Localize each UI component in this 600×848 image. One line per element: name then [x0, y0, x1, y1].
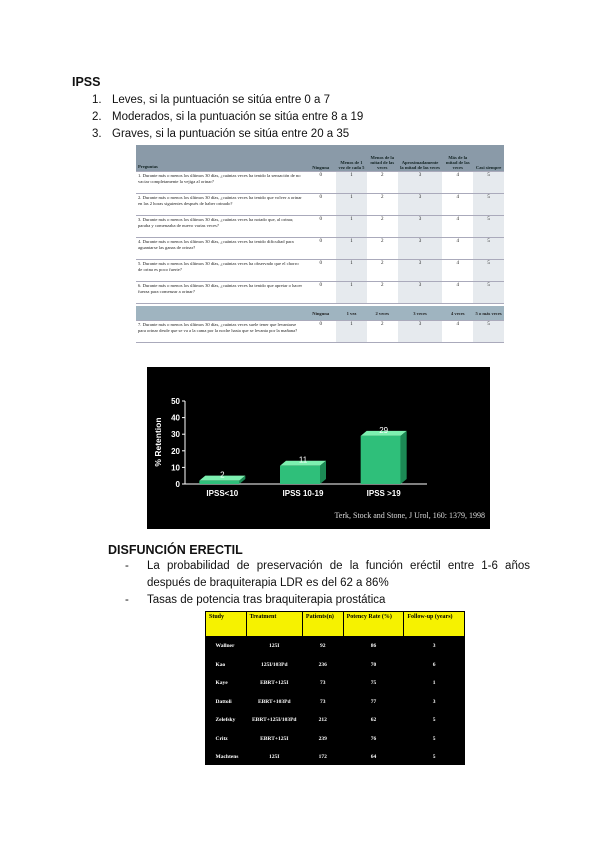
ipss-score: 1	[336, 216, 367, 238]
ipss-score: 2	[367, 321, 398, 343]
potency-header-cell: Treatment	[246, 612, 302, 637]
retention-chart	[147, 367, 490, 529]
ipss-level-text: Leves, si la puntuación se sitúa entre 0 a 7	[112, 94, 331, 106]
bar	[361, 436, 401, 484]
ipss-score: 4	[442, 216, 473, 238]
x-tick-label: IPSS 10-19	[282, 489, 324, 498]
de-bullets	[125, 558, 530, 609]
ipss-score: 4	[442, 282, 473, 304]
potency-cell: 5	[432, 717, 436, 724]
y-tick-label: 10	[171, 463, 180, 473]
ipss-score: 1	[336, 238, 367, 260]
ipss-score: 5	[473, 260, 504, 282]
bar-data-label: 2	[220, 470, 225, 480]
potency-cell: 75	[370, 680, 377, 687]
x-tick-label: IPSS<10	[206, 489, 239, 498]
ipss-header-cell: 2 veces	[367, 306, 398, 321]
ipss-row	[136, 238, 504, 260]
ipss-header-cell: Más de la mitad de las veces	[442, 145, 473, 172]
y-tick-label: 40	[171, 413, 180, 423]
x-tick-label: IPSS >19	[366, 489, 401, 498]
potency-row	[206, 674, 465, 693]
ipss-header-row-2	[136, 306, 504, 321]
bar	[199, 481, 239, 484]
potency-cell: 76	[370, 735, 377, 742]
y-tick-label: 50	[171, 397, 180, 406]
ipss-question: 2. Durante más o menos los últimos 30 días, ¿cuántas veces ha tenido que volver a orinar en las 2 horas siguientes después de haber orinado?	[136, 194, 305, 216]
ipss-header-blank	[136, 306, 305, 321]
ipss-level-number: 1.	[92, 94, 102, 106]
y-axis-label: % Retention	[153, 417, 163, 467]
ipss-score: 5	[473, 216, 504, 238]
ipss-score: 3	[398, 321, 443, 343]
ipss-question: 6. Durante más o menos los últimos 30 días, ¿cuántas veces ha tenido que apretar o hacer fuerza para comenzar a orinar?	[136, 282, 305, 304]
ipss-header-cell: 4 veces	[442, 306, 473, 321]
potency-cell: 239	[318, 735, 327, 742]
potency-cell: 5	[432, 754, 436, 761]
bullet-dash: -	[125, 560, 129, 572]
ipss-row	[136, 321, 504, 343]
ipss-level-item	[92, 126, 363, 143]
ipss-score: 2	[367, 260, 398, 282]
ipss-header-row	[136, 145, 504, 172]
y-tick-label: 30	[171, 430, 180, 440]
ipss-heading: IPSS	[72, 75, 101, 89]
potency-cell: Dattoli	[215, 698, 232, 705]
ipss-row	[136, 194, 504, 216]
ipss-score: 2	[367, 194, 398, 216]
ipss-header-cell: 3 veces	[398, 306, 443, 321]
de-bullet-text: La probabilidad de preservación de la función eréctil entre 1-6 años después de braquiterapia LDR es del 62 a 86%	[147, 560, 530, 589]
ipss-score: 5	[473, 172, 504, 194]
potency-cell: EBRT+125I/103Pd	[251, 717, 297, 724]
potency-header-row	[206, 612, 465, 637]
potency-cell: 1	[432, 680, 436, 687]
potency-row	[206, 730, 465, 749]
potency-cell: 125I	[269, 643, 280, 650]
ipss-score: 3	[398, 282, 443, 304]
potency-header-cell: Follow-up (years)	[404, 612, 465, 637]
potency-header-cell: Potency Rate (%)	[343, 612, 404, 637]
potency-row	[206, 637, 465, 656]
potency-cell: EBRT+125I	[260, 735, 289, 742]
ipss-score: 4	[442, 321, 473, 343]
potency-cell: 236	[318, 661, 327, 668]
ipss-header-cell: Casi siempre	[473, 145, 504, 172]
ipss-score: 4	[442, 172, 473, 194]
ipss-score: 2	[367, 216, 398, 238]
ipss-header-cell: Menos de 1 vez de cada 5	[336, 145, 367, 172]
potency-cell: Critz	[215, 735, 228, 742]
potency-cell: Wallner	[215, 643, 235, 650]
ipss-header-cell: Ninguna	[305, 145, 336, 172]
ipss-question: 1. Durante más o menos los últimos 30 días, ¿cuántas veces ha tenido la sensación de no vaciar completamente la vejiga al orinar?	[136, 172, 305, 194]
potency-cell: Kao	[215, 661, 226, 668]
ipss-table	[136, 145, 504, 343]
potency-cell: EBRT+103Pd	[257, 698, 291, 705]
ipss-row	[136, 216, 504, 238]
potency-cell: 73	[320, 680, 326, 687]
ipss-levels-list	[92, 92, 363, 143]
de-bullet-item	[125, 558, 530, 592]
potency-cell: 125I/103Pd	[260, 661, 288, 668]
potency-row	[206, 711, 465, 730]
potency-row	[206, 748, 465, 767]
ipss-score: 0	[305, 194, 336, 216]
potency-cell: 172	[318, 754, 327, 761]
ipss-score: 2	[367, 282, 398, 304]
ipss-score: 5	[473, 282, 504, 304]
potency-header-cell: Study	[206, 612, 247, 637]
ipss-score: 2	[367, 172, 398, 194]
potency-cell: 125I	[269, 754, 280, 761]
ipss-score: 4	[442, 194, 473, 216]
ipss-header-cell: Aproximadamente la mitad de las veces	[398, 145, 443, 172]
ipss-score: 0	[305, 282, 336, 304]
ipss-score: 3	[398, 238, 443, 260]
potency-cell: 73	[320, 698, 326, 705]
bar-side	[401, 431, 407, 484]
ipss-score: 2	[367, 238, 398, 260]
potency-cell: Machtens	[215, 754, 239, 761]
ipss-score: 0	[305, 321, 336, 343]
ipss-score: 3	[398, 172, 443, 194]
ipss-score: 0	[305, 238, 336, 260]
potency-row	[206, 656, 465, 675]
ipss-score: 1	[336, 282, 367, 304]
ipss-question: 7. Durante más o menos los últimos 30 días, ¿cuántas veces suele tener que levantarse para orinar desde que se va a la cama por la noche hasta que se levanta por la mañana?	[136, 321, 305, 343]
ipss-score: 0	[305, 216, 336, 238]
de-bullet-item	[125, 592, 530, 609]
chart-source: Terk, Stock and Stone, J Urol, 160: 1379, 1998	[334, 511, 485, 520]
ipss-score: 3	[398, 260, 443, 282]
ipss-level-item	[92, 92, 363, 109]
potency-cell: 77	[370, 698, 377, 705]
potency-cell: 3	[432, 698, 436, 705]
potency-table	[205, 611, 465, 767]
bar-data-label: 11	[298, 455, 308, 465]
ipss-score: 1	[336, 194, 367, 216]
potency-cell: Kaye	[215, 680, 228, 687]
ipss-score: 1	[336, 260, 367, 282]
ipss-header-cell: Ninguna	[305, 306, 336, 321]
potency-cell: Zelefsky	[215, 717, 236, 724]
potency-cell: 62	[370, 717, 377, 724]
bullet-dash: -	[125, 594, 129, 606]
ipss-row	[136, 282, 504, 304]
ipss-header-cell: 5 o más veces	[473, 306, 504, 321]
ipss-header-cell: Menos de la mitad de las veces	[367, 145, 398, 172]
ipss-score: 5	[473, 321, 504, 343]
ipss-score: 5	[473, 238, 504, 260]
potency-cell: 212	[318, 717, 327, 724]
ipss-score: 4	[442, 238, 473, 260]
potency-cell: 64	[370, 754, 377, 761]
potency-table-image	[205, 611, 465, 765]
ipss-score: 1	[336, 172, 367, 194]
ipss-header-cell: 1 vez	[336, 306, 367, 321]
ipss-question: 4. Durante más o menos los últimos 30 días, ¿cuántas veces ha tenido dificultad para aguantarse las ganas de orinar?	[136, 238, 305, 260]
bar-data-label: 29	[379, 425, 389, 435]
ipss-level-text: Moderados, si la puntuación se sitúa entre 8 a 19	[112, 111, 364, 123]
ipss-level-item	[92, 109, 363, 126]
ipss-score: 0	[305, 260, 336, 282]
potency-cell: EBRT+125I	[260, 680, 289, 687]
retention-chart-svg	[147, 367, 490, 529]
ipss-score: 4	[442, 260, 473, 282]
potency-row	[206, 693, 465, 712]
bar	[280, 466, 320, 484]
potency-header-cell: Patients(n)	[302, 612, 343, 637]
ipss-score: 1	[336, 321, 367, 343]
ipss-score: 0	[305, 172, 336, 194]
ipss-score: 3	[398, 216, 443, 238]
ipss-row	[136, 260, 504, 282]
ipss-row	[136, 172, 504, 194]
y-tick-label: 0	[175, 480, 180, 489]
y-tick-label: 20	[171, 446, 180, 456]
ipss-question: 5. Durante más o menos los últimos 30 días, ¿cuántas veces ha observado que el chorro de orina es poco fuerte?	[136, 260, 305, 282]
potency-cell: 5	[432, 735, 436, 742]
potency-cell: 6	[432, 661, 436, 668]
potency-cell: 70	[370, 661, 377, 668]
ipss-question: 3. Durante más o menos los últimos 30 días, ¿cuántas veces ha notado que, al orinar, paraba y comenzaba de nuevo varias veces?	[136, 216, 305, 238]
ipss-level-number: 2.	[92, 111, 102, 123]
ipss-level-number: 3.	[92, 128, 102, 140]
de-heading: DISFUNCIÓN ERECTIL	[108, 543, 243, 557]
ipss-score: 3	[398, 194, 443, 216]
ipss-header-cell: Preguntas	[136, 145, 305, 172]
ipss-level-text: Graves, si la puntuación se sitúa entre 20 a 35	[112, 128, 350, 140]
de-bullet-text: Tasas de potencia tras braquiterapia prostática	[147, 594, 386, 606]
ipss-score: 5	[473, 194, 504, 216]
potency-cell: 92	[320, 643, 326, 650]
potency-cell: 3	[432, 643, 436, 650]
potency-cell: 86	[370, 643, 377, 650]
